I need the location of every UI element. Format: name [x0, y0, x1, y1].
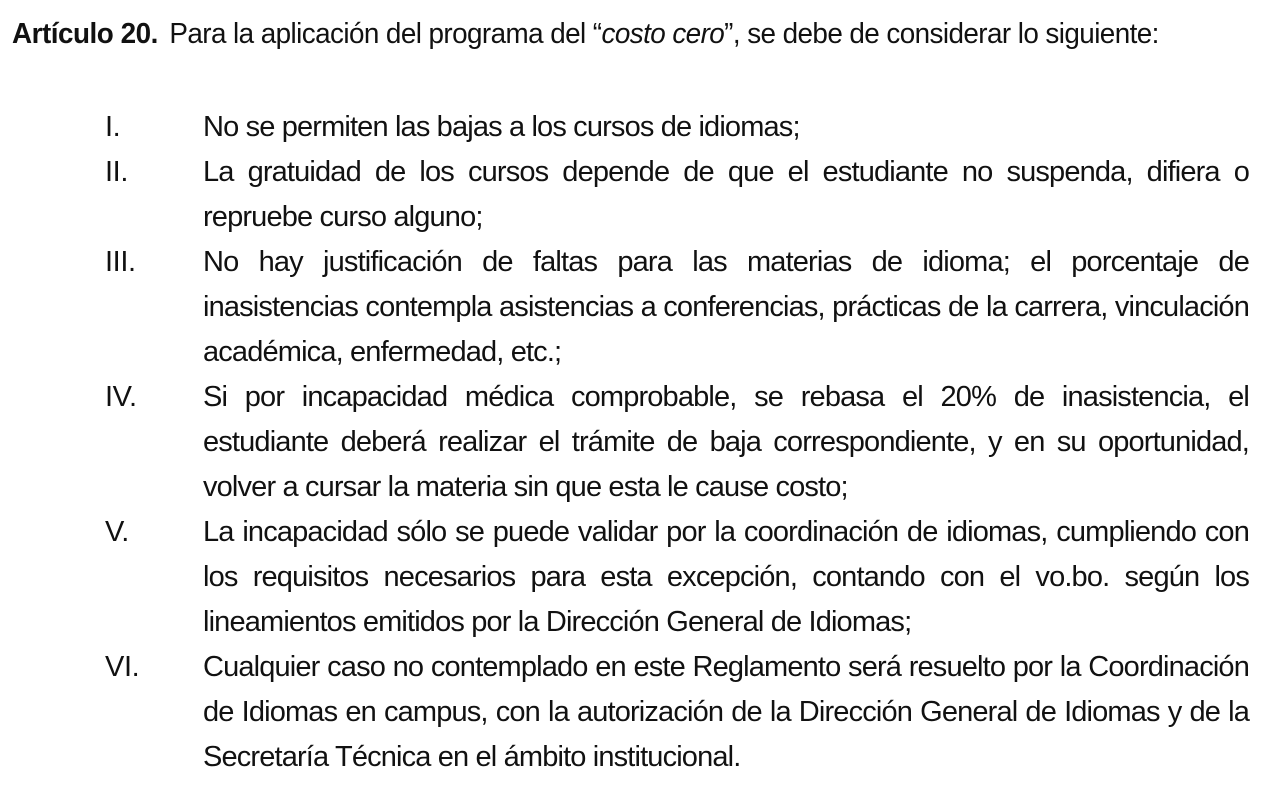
list-item-iv: [12, 375, 1260, 510]
article-label: Artículo 20.: [12, 18, 158, 50]
list-item-v: [12, 510, 1260, 645]
article-intro-before: Para la aplicación del programa del “: [169, 18, 602, 50]
list-item-vi: [12, 645, 1260, 780]
article-heading: [12, 12, 1202, 56]
list-item-iii: [12, 240, 1260, 375]
article-intro-term: costo cero: [601, 18, 725, 50]
article-intro-after: ”, se debe de considerar lo siguiente:: [724, 18, 1159, 50]
list-item-numeral: III.: [105, 246, 136, 278]
list-item-text: Si por incapacidad médica comprobable, se rebasa el 20% de inasistencia, el estudiante deberá realizar el trámite de baja correspondiente, y en su oportunidad, volver a cursar la materia sin que esta le cause costo;: [203, 381, 1249, 503]
list-item-numeral: V.: [105, 516, 129, 548]
list-item-text: La incapacidad sólo se puede validar por la coordinación de idiomas, cumpliendo con los requisitos necesarios para esta excepción, contando con el vo.bo. según los lineamientos emitidos por la Dirección General de Idiomas;: [203, 516, 1249, 638]
list-item-text: No se permiten las bajas a los cursos de idiomas;: [203, 111, 800, 143]
list-item-i: [12, 105, 1260, 150]
article-items-list: [12, 105, 1260, 780]
list-item-numeral: II.: [105, 156, 128, 188]
list-item-text: No hay justificación de faltas para las materias de idioma; el porcentaje de inasistencias contempla asistencias a conferencias, prácticas de la carrera, vinculación académica, enfermedad, etc.;: [203, 246, 1249, 368]
list-item-text: La gratuidad de los cursos depende de que el estudiante no suspenda, difiera o repruebe curso alguno;: [203, 156, 1249, 233]
list-item-ii: [12, 150, 1260, 240]
list-item-numeral: I.: [105, 111, 121, 143]
list-item-numeral: VI.: [105, 651, 140, 683]
list-item-numeral: IV.: [105, 381, 137, 413]
list-item-text: Cualquier caso no contemplado en este Reglamento será resuelto por la Coordinación de Idiomas en campus, con la autorización de la Dirección General de Idiomas y de la Secretaría Técnica en el ámbito institucional.: [203, 651, 1249, 773]
